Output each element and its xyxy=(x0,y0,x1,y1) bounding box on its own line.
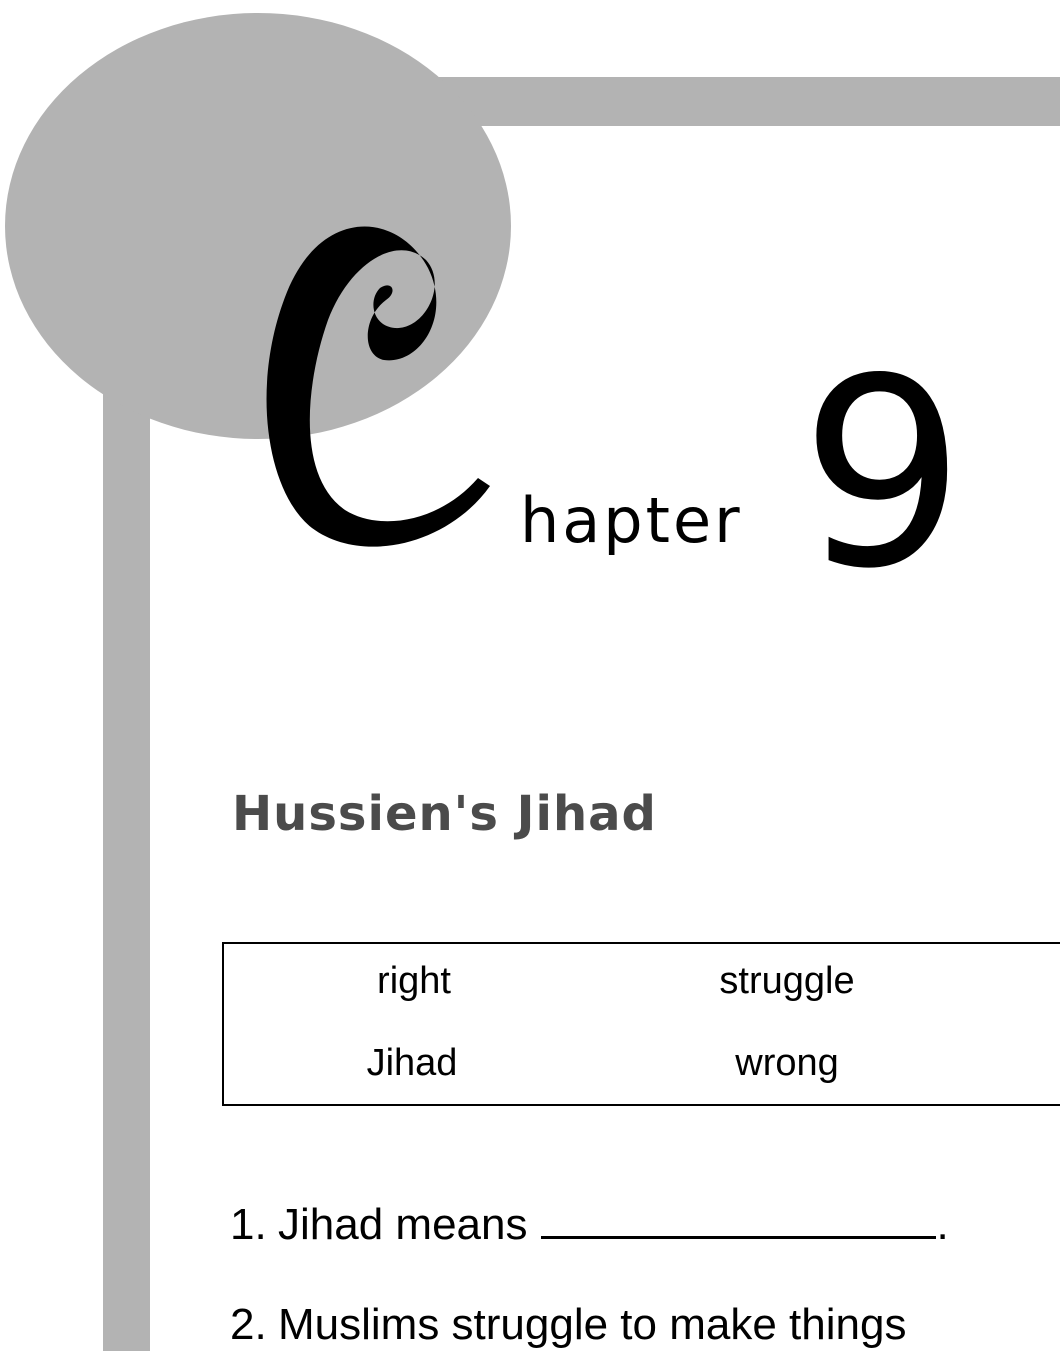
question-1 xyxy=(230,1198,949,1247)
word-bank-word: Jihad xyxy=(366,1042,458,1084)
question-number: 2. xyxy=(230,1300,267,1349)
word-bank xyxy=(222,942,1060,1106)
question-end: . xyxy=(936,1200,949,1249)
answer-blank[interactable] xyxy=(541,1198,936,1239)
top-gray-bar xyxy=(430,77,1060,126)
question-2 xyxy=(230,1300,907,1349)
chapter-word: hapter xyxy=(520,484,743,557)
word-bank-word: right xyxy=(377,960,451,1002)
word-bank-word: wrong xyxy=(735,1042,839,1084)
word-bank-word: struggle xyxy=(719,960,855,1002)
gray-circle xyxy=(5,13,511,439)
left-gray-bar xyxy=(103,300,150,1351)
question-text: Muslims struggle to make things xyxy=(278,1300,907,1349)
lesson-title: Hussien's Jihad xyxy=(232,786,657,842)
question-text: Jihad means xyxy=(278,1200,528,1249)
chapter-number: 9 xyxy=(800,324,966,626)
question-number: 1. xyxy=(230,1200,267,1249)
